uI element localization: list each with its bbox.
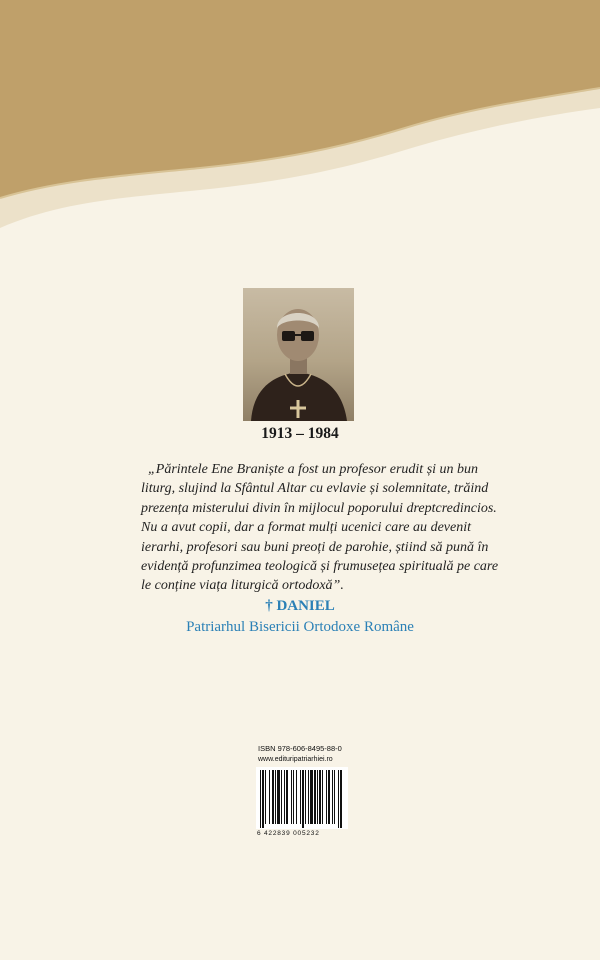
isbn-label: ISBN 978-606-8495-88-0: [258, 744, 342, 753]
barcode-image: [256, 767, 348, 829]
quote-line: evidență profunzimea teologică și frumusețea spirituală pe care: [141, 559, 499, 575]
patriarch-quote: [141, 460, 499, 596]
quote-line: Nu a avut copii, dar a format mulți ucenici care au devenit: [141, 520, 471, 536]
life-years: 1913 – 1984: [261, 425, 339, 442]
signature-name: † DANIEL: [265, 598, 335, 614]
quote-line: „Părintele Ene Braniște a fost un profesor erudit și un bun: [148, 462, 479, 477]
quote-line: le conține viața liturgică ortodoxă”.: [141, 578, 344, 594]
quote-line: liturg, slujind la Sfântul Altar cu evlavie și solemnitate, trăind: [141, 481, 489, 497]
quote-line: prezența misterului divin în mijlocul poporului dreptcredincios.: [141, 500, 497, 516]
signature-title: Patriarhul Bisericii Ortodoxe Române: [186, 619, 414, 635]
quote-line: ierarhi, profesori sau buni preoți de parohie, știind să pună în: [141, 539, 489, 555]
barcode-number: 6 422839 005232: [257, 830, 320, 837]
author-portrait-photo: [243, 288, 354, 421]
decorative-gold-wave-banner: [0, 0, 600, 240]
publisher-website: www.edituripatriarhiei.ro: [258, 756, 333, 763]
